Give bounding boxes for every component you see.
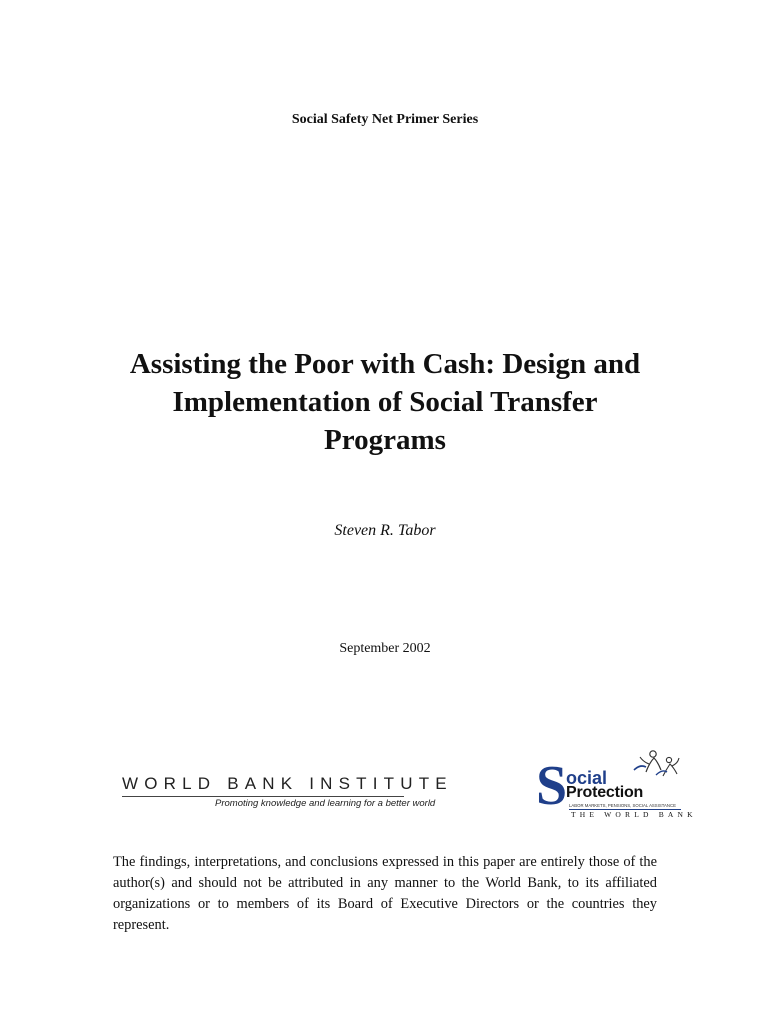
social-protection-big-s: S (536, 755, 568, 817)
title-line-2: Implementation of Social Transfer (172, 386, 598, 418)
wbi-logo-name: WORLD BANK INSTITUTE (122, 774, 453, 793)
world-bank-institute-logo (122, 774, 453, 814)
publication-date: September 2002 (339, 641, 431, 656)
title-line-1: Assisting the Poor with Cash: Design and (129, 348, 641, 380)
social-protection-word-social: ocial (566, 768, 608, 788)
disclaimer-paragraph: The findings, interpretations, and conclusions expressed in this paper are entirely those of the author(s) and should not be attributed in any manner to the World Bank, to its affiliated organizations or to members of its Board of Executive Directors or the countries they represent. (113, 854, 657, 933)
social-protection-org: THE WORLD BANK (571, 810, 697, 819)
document-title (80, 345, 690, 459)
wbi-logo-tagline: Promoting knowledge and learning for a better world (215, 798, 436, 809)
title-line-3: Programs (324, 424, 446, 456)
social-protection-logo (536, 748, 697, 823)
wbi-logo-rule (122, 796, 404, 797)
author-name: Steven R. Tabor (334, 522, 436, 539)
series-title: Social Safety Net Primer Series (291, 112, 479, 127)
social-protection-word-protection: Protection (566, 784, 644, 801)
social-protection-subtitle: LABOR MARKETS, PENSIONS, SOCIAL ASSISTANCE (569, 803, 681, 810)
